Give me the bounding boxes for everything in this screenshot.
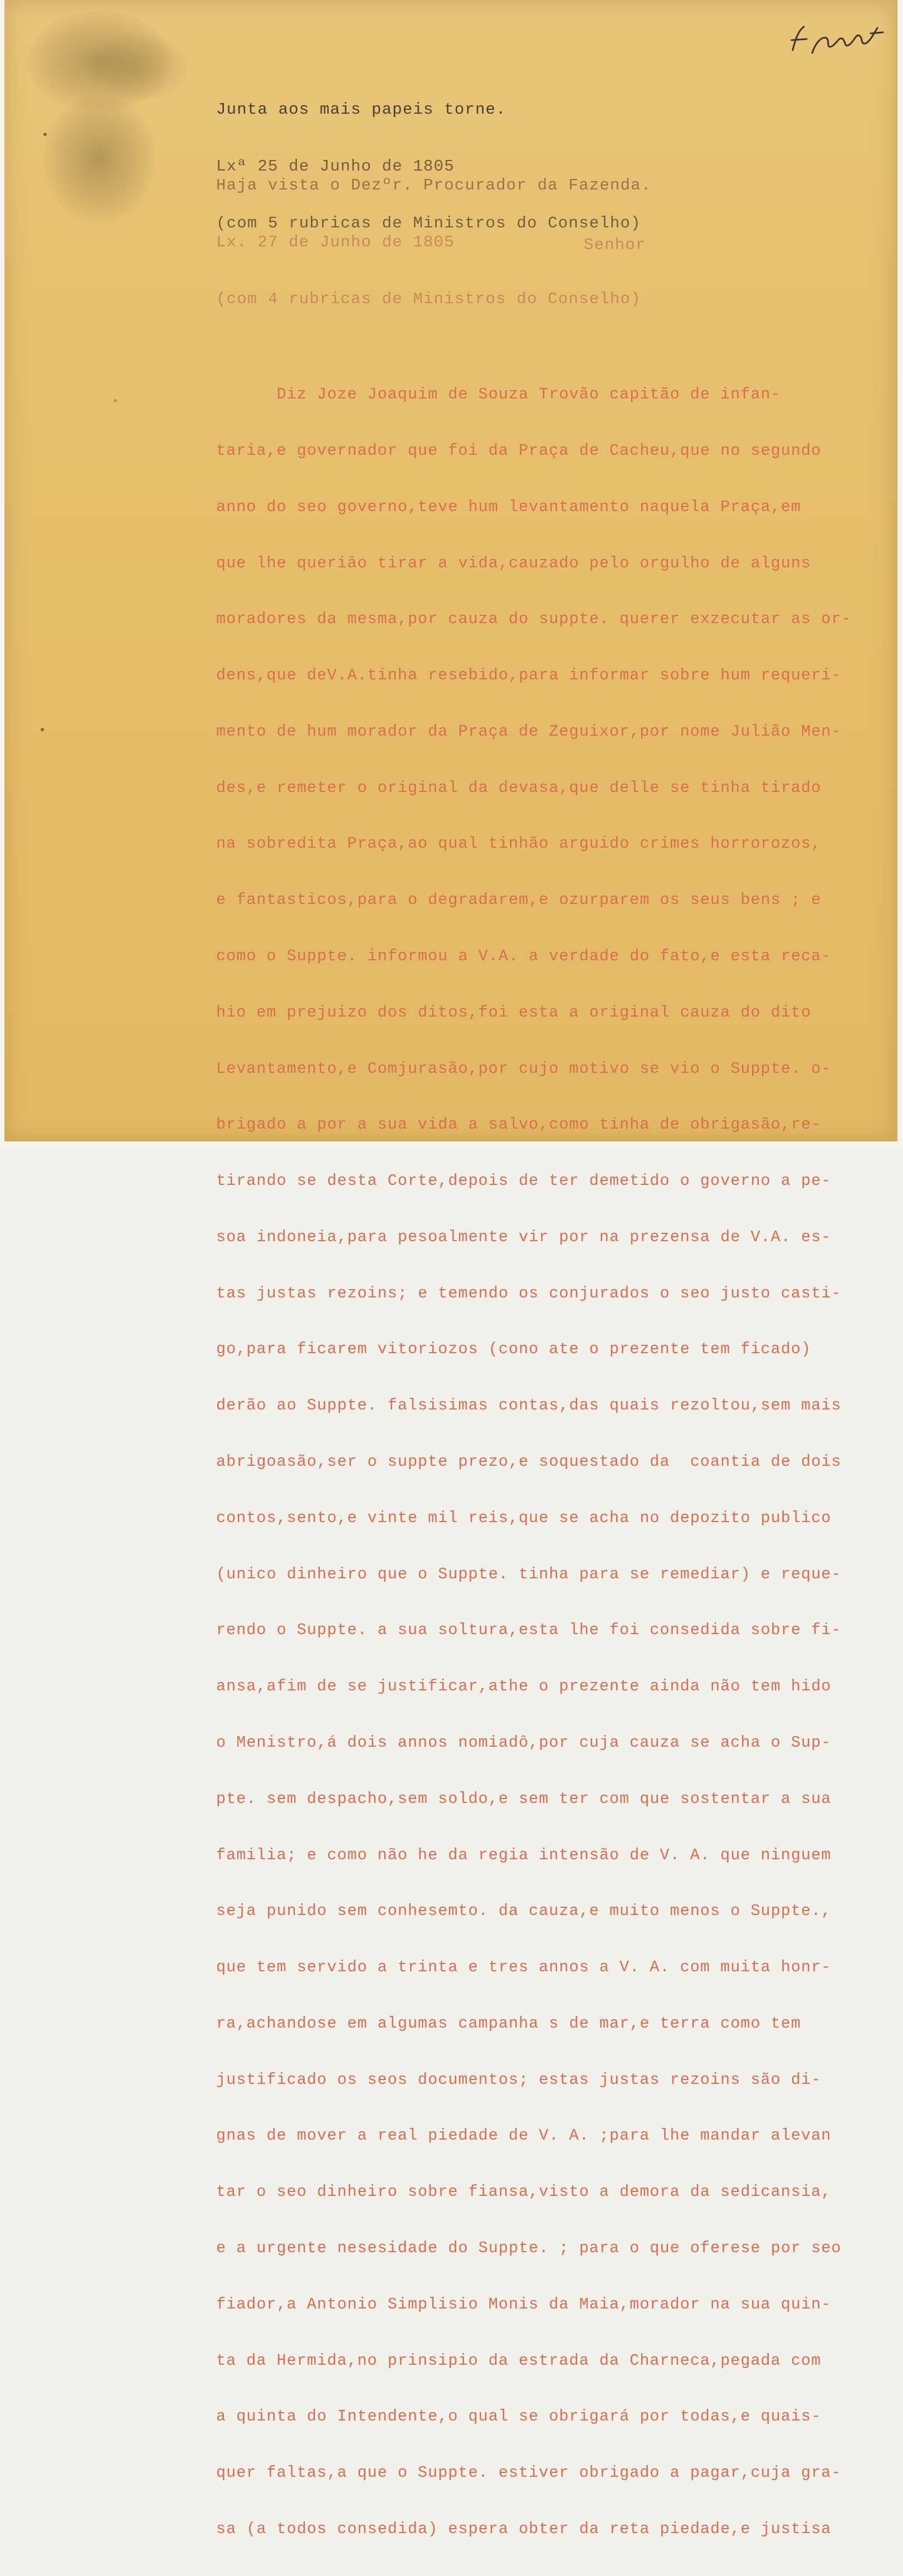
body-line: abrigoasão,ser o suppte prezo,e soquestado da coantia de dois — [216, 1452, 842, 1471]
body-line: soa indoneia,para pesoalmente vir por na prezensa de V.A. es- — [216, 1227, 832, 1246]
header-line: Lxª 25 de Junho de 1805 — [216, 157, 455, 176]
body-line: brigado a por a sua vida a salvo,como tinha de obrigasão,re- — [216, 1115, 822, 1134]
body-line: justificado os seos documentos; estas justas rezoins são di- — [216, 2070, 822, 2089]
body-line: derão ao Suppte. falsisimas contas,das quais rezoltou,sem mais — [216, 1396, 842, 1415]
vista-line: Lx. 27 de Junho de 1805 — [216, 233, 455, 251]
header-line: Junta aos mais papeis torne. — [216, 100, 506, 119]
body-line: e a urgente nesesidade do Suppte. ; para o que oferese por seo — [216, 2238, 842, 2257]
body-line: a quinta do Intendente,o qual se obrigará por todas,e quais- — [216, 2407, 822, 2426]
body-line: seja punido sem conhesemto. da cauza,e muito menos o Suppte., — [216, 1902, 832, 1921]
water-stain — [43, 95, 155, 223]
body-line: tirando se desta Corte,depois de ter demetido o governo a pe- — [216, 1172, 832, 1190]
body-line: que tem servido a trinta e tres annos a V. A. com muita honr- — [216, 1958, 832, 1977]
petition-body — [216, 348, 851, 2576]
punch-mark — [114, 399, 117, 402]
body-line: gnas de mover a real piedade de V. A. ;para lhe mandar alevan — [216, 2126, 832, 2145]
body-line: hio em prejuizo dos ditos,foi esta a original cauza do dito — [216, 1003, 812, 1022]
body-line: go,para ficarem vitoriozos (cono ate o prezente tem ficado) — [216, 1340, 812, 1359]
body-line: fiador,a Antonio Simplisio Monis da Maia,morador na sua quin- — [216, 2295, 832, 2313]
body-line: ra,achandose em algumas campanha s de mar,e terra como tem — [216, 2014, 801, 2033]
body-line: que lhe queriâo tirar a vida,cauzado pelo orgulho de alguns — [216, 553, 812, 572]
body-line: na sobredita Praça,ao qual tinhão arguido crimes horrorozos, — [216, 834, 822, 853]
body-line: mento de hum morador da Praça de Zeguixor,por nome Julião Men- — [216, 722, 842, 741]
vista-line: (com 4 rubricas de Ministros do Conselho) — [216, 290, 641, 308]
punch-mark — [41, 728, 44, 731]
body-line: ta da Hermida,no prinsipio da estrada da Charneca,pegada com — [216, 2351, 822, 2370]
body-line: e fantasticos,para o degradarem,e ozurparem os seus bens ; e — [216, 891, 822, 910]
body-line: (unico dinheiro que o Suppte. tinha para se remediar) e reque- — [216, 1564, 842, 1583]
body-line: contos,sento,e vinte mil reis,que se acha no depozito publico — [216, 1508, 832, 1527]
water-stain — [88, 33, 188, 100]
body-line: des,e remeter o original da devasa,que delle se tinha tirado — [216, 778, 822, 797]
vista-line: Haja vista o Dezºr. Procurador da Fazenda. — [216, 176, 652, 195]
header-line: (com 5 rubricas de Ministros do Conselho) — [216, 214, 641, 232]
signature-mark — [782, 11, 893, 61]
body-line: familia; e como não he da regia intensão de V. A. que ninguem — [216, 1845, 832, 1864]
punch-mark — [43, 133, 47, 136]
body-line: como o Suppte. informou a V.A. a verdade do fato,e esta reca- — [216, 947, 832, 965]
body-line: anno do seo governo,teve hum levantamento naquela Praça,em — [216, 497, 801, 516]
body-line: quer faltas,a que o Suppte. estiver obrigado a pagar,cuja gra- — [216, 2463, 842, 2482]
body-line: tar o seo dinheiro sobre fiansa,visto a demora da sedicansia, — [216, 2183, 832, 2201]
body-line: dens,que deV.A.tinha resebido,para informar sobre hum requeri- — [216, 666, 842, 685]
salutation: Senhor — [584, 236, 646, 254]
body-line: rendo o Suppte. a sua soltura,esta lhe foi consedida sobre fi- — [216, 1621, 842, 1640]
body-line: Levantamento,e Comjurasão,por cujo motivo se vio o Suppte. o- — [216, 1059, 832, 1078]
body-line: o Menistro,á dois annos nomiadô,por cuja cauza se acha o Sup- — [216, 1733, 832, 1752]
body-line: taria,e governador que foi da Praça de Cacheu,que no segundo — [216, 441, 822, 460]
body-line: tas justas rezoins; e temendo os conjurados o seo justo casti- — [216, 1284, 842, 1302]
document-page — [4, 0, 897, 2538]
body-line: ansa,afim de se justificar,athe o prezente ainda não tem hido — [216, 1677, 832, 1696]
body-line: pte. sem despacho,sem soldo,e sem ter com que sostentar a sua — [216, 1789, 832, 1808]
body-line: moradores da mesma,por cauza do suppte. querer exzecutar as or- — [216, 610, 852, 629]
body-line: sa (a todos consedida) espera obter da reta piedade,e justisa — [216, 2519, 832, 2538]
body-line: Diz Joze Joaquim de Souza Trovão capitão de infan- — [216, 385, 781, 404]
